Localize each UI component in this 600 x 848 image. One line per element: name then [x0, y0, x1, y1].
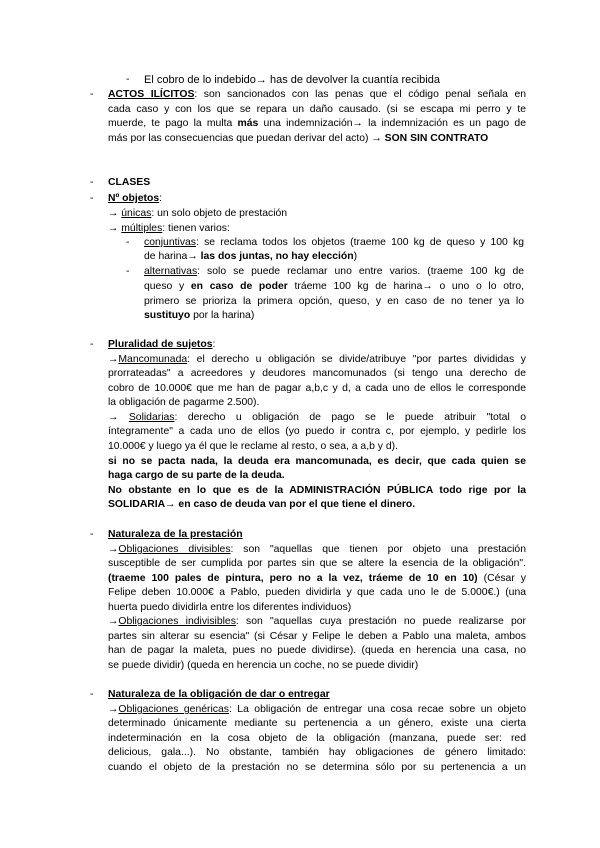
indivisibles-line-4: se puede dividir) (queda en herencia un coche, no se puede dividir) — [108, 660, 419, 671]
mancomunada-rule-line-1: si no se pacta nada, la deuda era mancomunada, es decir, que cada quien se — [108, 456, 526, 467]
unicas-line: → únicas: un solo objeto de prestación — [108, 208, 288, 219]
solidarias-line-1: → Solidarias: derecho u obligación de pago se le puede atribuir "total o — [108, 412, 527, 423]
actos-ilicitos-line-4: más por las consecuencias que puedan derivar del acto) → SON SIN CONTRATO — [108, 133, 489, 144]
alternativas-line-1: alternativas: solo se puede reclamar uno entre varios. (traeme 100 kg de — [144, 266, 524, 277]
list-dash: - — [90, 89, 94, 100]
genericas-line-1: →Obligaciones genéricas: La obligación de entregar una cosa recae sobre un objeto — [108, 704, 526, 715]
administracion-rule-line-1: No obstante en lo que es de la ADMINISTRACIÓN PÚBLICA todo rige por la — [108, 485, 526, 496]
list-dash: - — [90, 177, 94, 188]
solidarias-line-2: íntegramente" a cada uno de ellos (yo puedo ir contra c, por ejemplo, y pedirle los — [108, 426, 526, 437]
naturaleza-prestacion-heading: Naturaleza de la prestación — [108, 529, 243, 540]
administracion-rule-line-2: SOLIDARIA→ en caso de deuda van por el que tiene el dinero. — [108, 499, 416, 510]
list-dash: - — [90, 339, 94, 350]
conjuntivas-line-1: conjuntivas: se reclama todos los objetos (traeme 100 kg de queso y 100 kg — [144, 237, 524, 248]
actos-ilicitos-heading: ACTOS ILÍCITOS — [108, 89, 195, 100]
mancomunada-rule-line-2: haga cargo de su parte de la deuda. — [108, 470, 285, 481]
actos-ilicitos-line-2: cada caso y con los que se repara un daño causado. (si se escapa mi perro y te — [108, 104, 526, 115]
genericas-line-5: cuando el objeto de la prestación no se determina sólo por su pertenencia a un — [108, 762, 526, 773]
genericas-line-4: delicious, gala...). No obstante, también hay obligaciones de género limitado: — [108, 747, 526, 758]
mancomunada-line-2: prorrateadas" a acreedores y deudores mancomunados (si tengo una derecho de — [108, 368, 526, 379]
pluralidad-heading: Pluralidad de sujetos: — [108, 339, 216, 350]
list-dash: - — [126, 266, 130, 277]
actos-ilicitos-line-1: ACTOS ILÍCITOS: son sancionados con las penas que el código penal señala en — [108, 89, 527, 100]
divisibles-line-5: huerta puedo dividirla entre los diferentes individuos) — [108, 602, 352, 613]
actos-ilicitos-line-3: muerde, te pago la multa más una indemnización→ la indemnización es un pago de — [108, 118, 526, 129]
divisibles-line-1: →Obligaciones divisibles: son "aquellas que tienen por objeto una prestación — [108, 544, 526, 555]
solidarias-line-3: 10.000€ y luego ya él que le reclame al resto, o sea, a a,b y d). — [108, 441, 398, 452]
mancomunada-line-3: cobro de 10.000€ que me han de pagar a,b,c y d, a cada uno de ellos le corresponde — [108, 383, 526, 394]
alternativas-line-3: primero se prioriza la primera opción, queso, y en caso de no tener ya lo — [144, 296, 524, 307]
mancomunada-line-4: la obligación de pagarme 2.500). — [108, 397, 260, 408]
mancomunada-line-1: →Mancomunada: el derecho u obligación se divide/atribuye "por partes divididas y — [108, 354, 526, 365]
divisibles-line-3: (traeme 100 pales de pintura, pero no a la vez, tráeme de 10 en 10) (César y — [108, 573, 526, 584]
divisibles-line-2: susceptible de ser cumplida por partes sin que se altere la esencia de la obligación". — [108, 558, 526, 569]
alternativas-line-4: sustituyo por la harina) — [144, 310, 255, 321]
list-dash: - — [90, 193, 94, 204]
alternativas-line-2: queso y en caso de poder tráeme 100 kg de harina→ o uno o lo otro, — [144, 281, 525, 292]
list-dash: - — [90, 689, 94, 700]
multiples-line: → múltiples: tienen varios: — [108, 223, 230, 234]
list-dash: - — [126, 237, 130, 248]
genericas-line-3: indeterminación en la cosa objeto de la obligación (manzana, puede ser: red — [108, 733, 526, 744]
list-dash: - — [90, 529, 94, 540]
clases-heading: CLASES — [108, 177, 151, 188]
genericas-line-2: determinado únicamente mediante su pertenencia a un género, existe una cierta — [108, 718, 526, 729]
list-dash: - — [126, 74, 130, 85]
conjuntivas-line-2: de harina→ las dos juntas, no hay elección) — [144, 251, 358, 262]
indivisibles-line-2: partes sin alterar su esencia" (si César y Felipe le deben a Pablo una maleta, ambos — [108, 631, 526, 642]
naturaleza-dar-heading: Naturaleza de la obligación de dar o entregar — [108, 689, 330, 700]
divisibles-line-4: Felipe deben 10.000€ a Pablo, pueden dividirla y que cada uno le de 5.000€.) (una — [108, 587, 526, 598]
indivisibles-line-3: han de pagar la maleta, pues no puede dividirse). (queda en herencia una casa, no — [108, 645, 526, 656]
intro-item: El cobro de lo indebido→ has de devolver la cuantía recibida — [144, 74, 440, 86]
indivisibles-line-1: →Obligaciones indivisibles: son "aquellas cuya prestación no puede realizarse por — [108, 616, 527, 627]
n-objetos-heading: Nº objetos: — [108, 193, 163, 204]
